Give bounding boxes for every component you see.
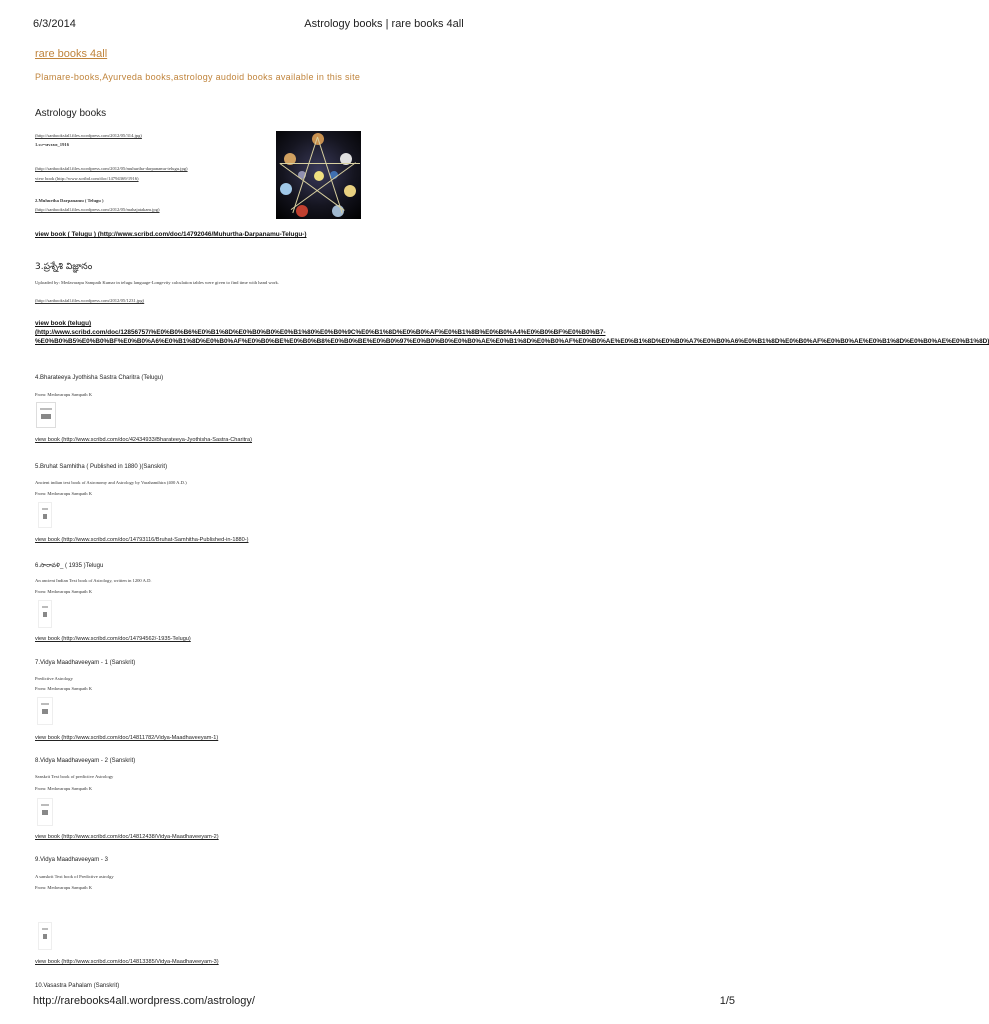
page-title: Astrology books — [35, 108, 107, 119]
entry9-description: A sanskrit Text book of Predictive astrolgy — [35, 874, 114, 879]
entry1-image-link[interactable]: (http://sanbooksfall.files.wordpress.com/2012/05/314.jpg) — [35, 133, 142, 138]
entry8-view-link[interactable]: view book (http://www.scribd.com/doc/14812438/Vidya-Maadhaveeyam-2) — [35, 834, 219, 840]
print-title: Astrology books | rare books 4all — [304, 18, 464, 30]
site-tagline: Plamare-books,Ayurveda books,astrology audoid books available in this site — [35, 72, 361, 82]
entry2-view-link[interactable]: view book ( Telugu ) (http://www.scribd.com/doc/14792046/Muhurtha-Darpanamu-Telugu-) — [35, 231, 307, 238]
entry6-from: From: Medavarapu Sampath K — [35, 589, 93, 594]
entry3-image-link[interactable]: (http://sanbooksfall.files.wordpress.com/2012/05/1231.jpg) — [35, 298, 145, 303]
entry9-book-thumbnail[interactable] — [38, 922, 52, 950]
entry7-title: 7.Vidya Maadhaveeyam - 1 (Sanskrit) — [35, 660, 136, 666]
entry1-title: 1.ᴜᴊᴖᴍᴠᴊᴢᴍ_1916 — [35, 142, 69, 147]
entry4-book-thumbnail[interactable] — [36, 402, 56, 428]
entry6-description: An ancient Indian Text book of Astrology, written in 1200 A.D. — [35, 578, 152, 583]
entry7-description: Predictive Astrology — [35, 676, 73, 681]
entry2-image-link[interactable]: (http://sanbooksfall.files.wordpress.com/2012/05/mahajatakam.jpg) — [35, 207, 160, 212]
print-date: 6/3/2014 — [33, 18, 76, 30]
entry3-view-url-line1[interactable]: (http://www.scribd.com/doc/12856757/%E0%B0%B6%E0%B1%8D%E0%B0%B0%E0%B1%80%E0%B0%9C%E0%B1%8D%E0%B0%AF%E0%B1%8B%E0%B0%A4%E0%B0%BF%E0%B0%B7- — [35, 329, 606, 336]
entry5-book-thumbnail[interactable] — [38, 502, 52, 528]
entry3-view-url-line2[interactable]: %E0%B0%B5%E0%B0%BF%E0%B0%A6%E0%B1%8D%E0%B0%AF%E0%B0%BE%E0%B0%B8%E0%B0%BE%E0%B0%97%E0%B0%B0%E0%B0%AE%E0%B1%8D%E0%B0%AF%E0%B0%AE%E0%B1%8D%E0%B0%A7%E0%B0%A6%E0%B1%8D%E0%B0%AF%E0%B0%AE%E0%B1%8D%E0%B0%AE%E0%B1%8D) — [35, 338, 989, 345]
entry3-title: 3.ప్రశ్నేశి విజ్ఞానం — [35, 262, 93, 272]
entry4-from: From: Medavarapu Sampath K — [35, 392, 93, 397]
entry6-title: 6.సారావళి_ ( 1935 )Telugu — [35, 563, 104, 569]
entry9-from: From: Medavarapu Sampath K — [35, 885, 93, 890]
entry3-view-label[interactable]: view book (telugu) — [35, 320, 92, 327]
page-number: 1/5 — [719, 995, 735, 1007]
entry7-view-link[interactable]: view book (http://www.scribd.com/doc/14811782/Vidya-Maadhaveeyam-1) — [35, 735, 219, 741]
entry7-book-thumbnail[interactable] — [37, 697, 53, 725]
entry8-title: 8.Vidya Maadhaveeyam - 2 (Sanskrit) — [35, 758, 136, 764]
entry9-title: 9.Vidya Maadhaveeyam - 3 — [35, 857, 108, 863]
entry8-description: Sanskrit Text book of predictive Astrology — [35, 774, 114, 779]
entry1b-image-link[interactable]: (http://sanbooksfall.files.wordpress.com/2012/05/muhurtha-darpanamu-telugu.jpg) — [35, 166, 188, 171]
entry6-view-link[interactable]: view book (http://www.scribd.com/doc/14794562/-1935-Telugu) — [35, 636, 191, 642]
entry5-from: From: Medavarapu Sampath K — [35, 491, 93, 496]
site-name-link[interactable]: rare books 4all — [35, 48, 108, 60]
entry10-title: 10.Vasastra Pahalam (Sanskrit) — [35, 983, 120, 989]
entry6-book-thumbnail[interactable] — [38, 600, 52, 628]
entry4-view-link[interactable]: view book (http://www.scribd.com/doc/42434933/Bharateeya-Jyothisha-Sastra-Charitra) — [35, 437, 253, 443]
footer-url: http://rarebooks4all.wordpress.com/astrology/ — [33, 995, 255, 1007]
entry7-from: From: Medavarapu Sampath K — [35, 686, 93, 691]
entry9-view-link[interactable]: view book (http://www.scribd.com/doc/14813385/Vidya-Maadhaveeyam-3) — [35, 959, 219, 965]
entry1-view-link[interactable]: view book (http://www.scribd.com/doc/14794369/1916) — [35, 176, 139, 181]
entry8-book-thumbnail[interactable] — [37, 798, 53, 826]
entry8-from: From: Medavarapu Sampath K — [35, 786, 93, 791]
astrology-star-image — [276, 131, 361, 219]
entry5-title: 5.Bruhat Samhitha ( Published in 1880 )(Sanskrit) — [35, 464, 168, 470]
entry4-title: 4.Bharateeya Jyothisha Sastra Charitra (Telugu) — [35, 375, 164, 381]
entry3-description: Uploaded by: Medavarapu Sampath Kumar in telugu language-Longevity calculation tables were given to find time with hand work. — [35, 280, 279, 285]
entry5-description: Ancient indian text book of Astronomy and Astrology by Varahamihira (400 A.D.) — [35, 480, 187, 485]
entry2-title: 2.Muhurtha Darpanamu ( Telugu ) — [35, 198, 104, 203]
entry5-view-link[interactable]: view book (http://www.scribd.com/doc/14793116/Bruhat-Samhitha-Published-in-1880-) — [35, 537, 249, 543]
